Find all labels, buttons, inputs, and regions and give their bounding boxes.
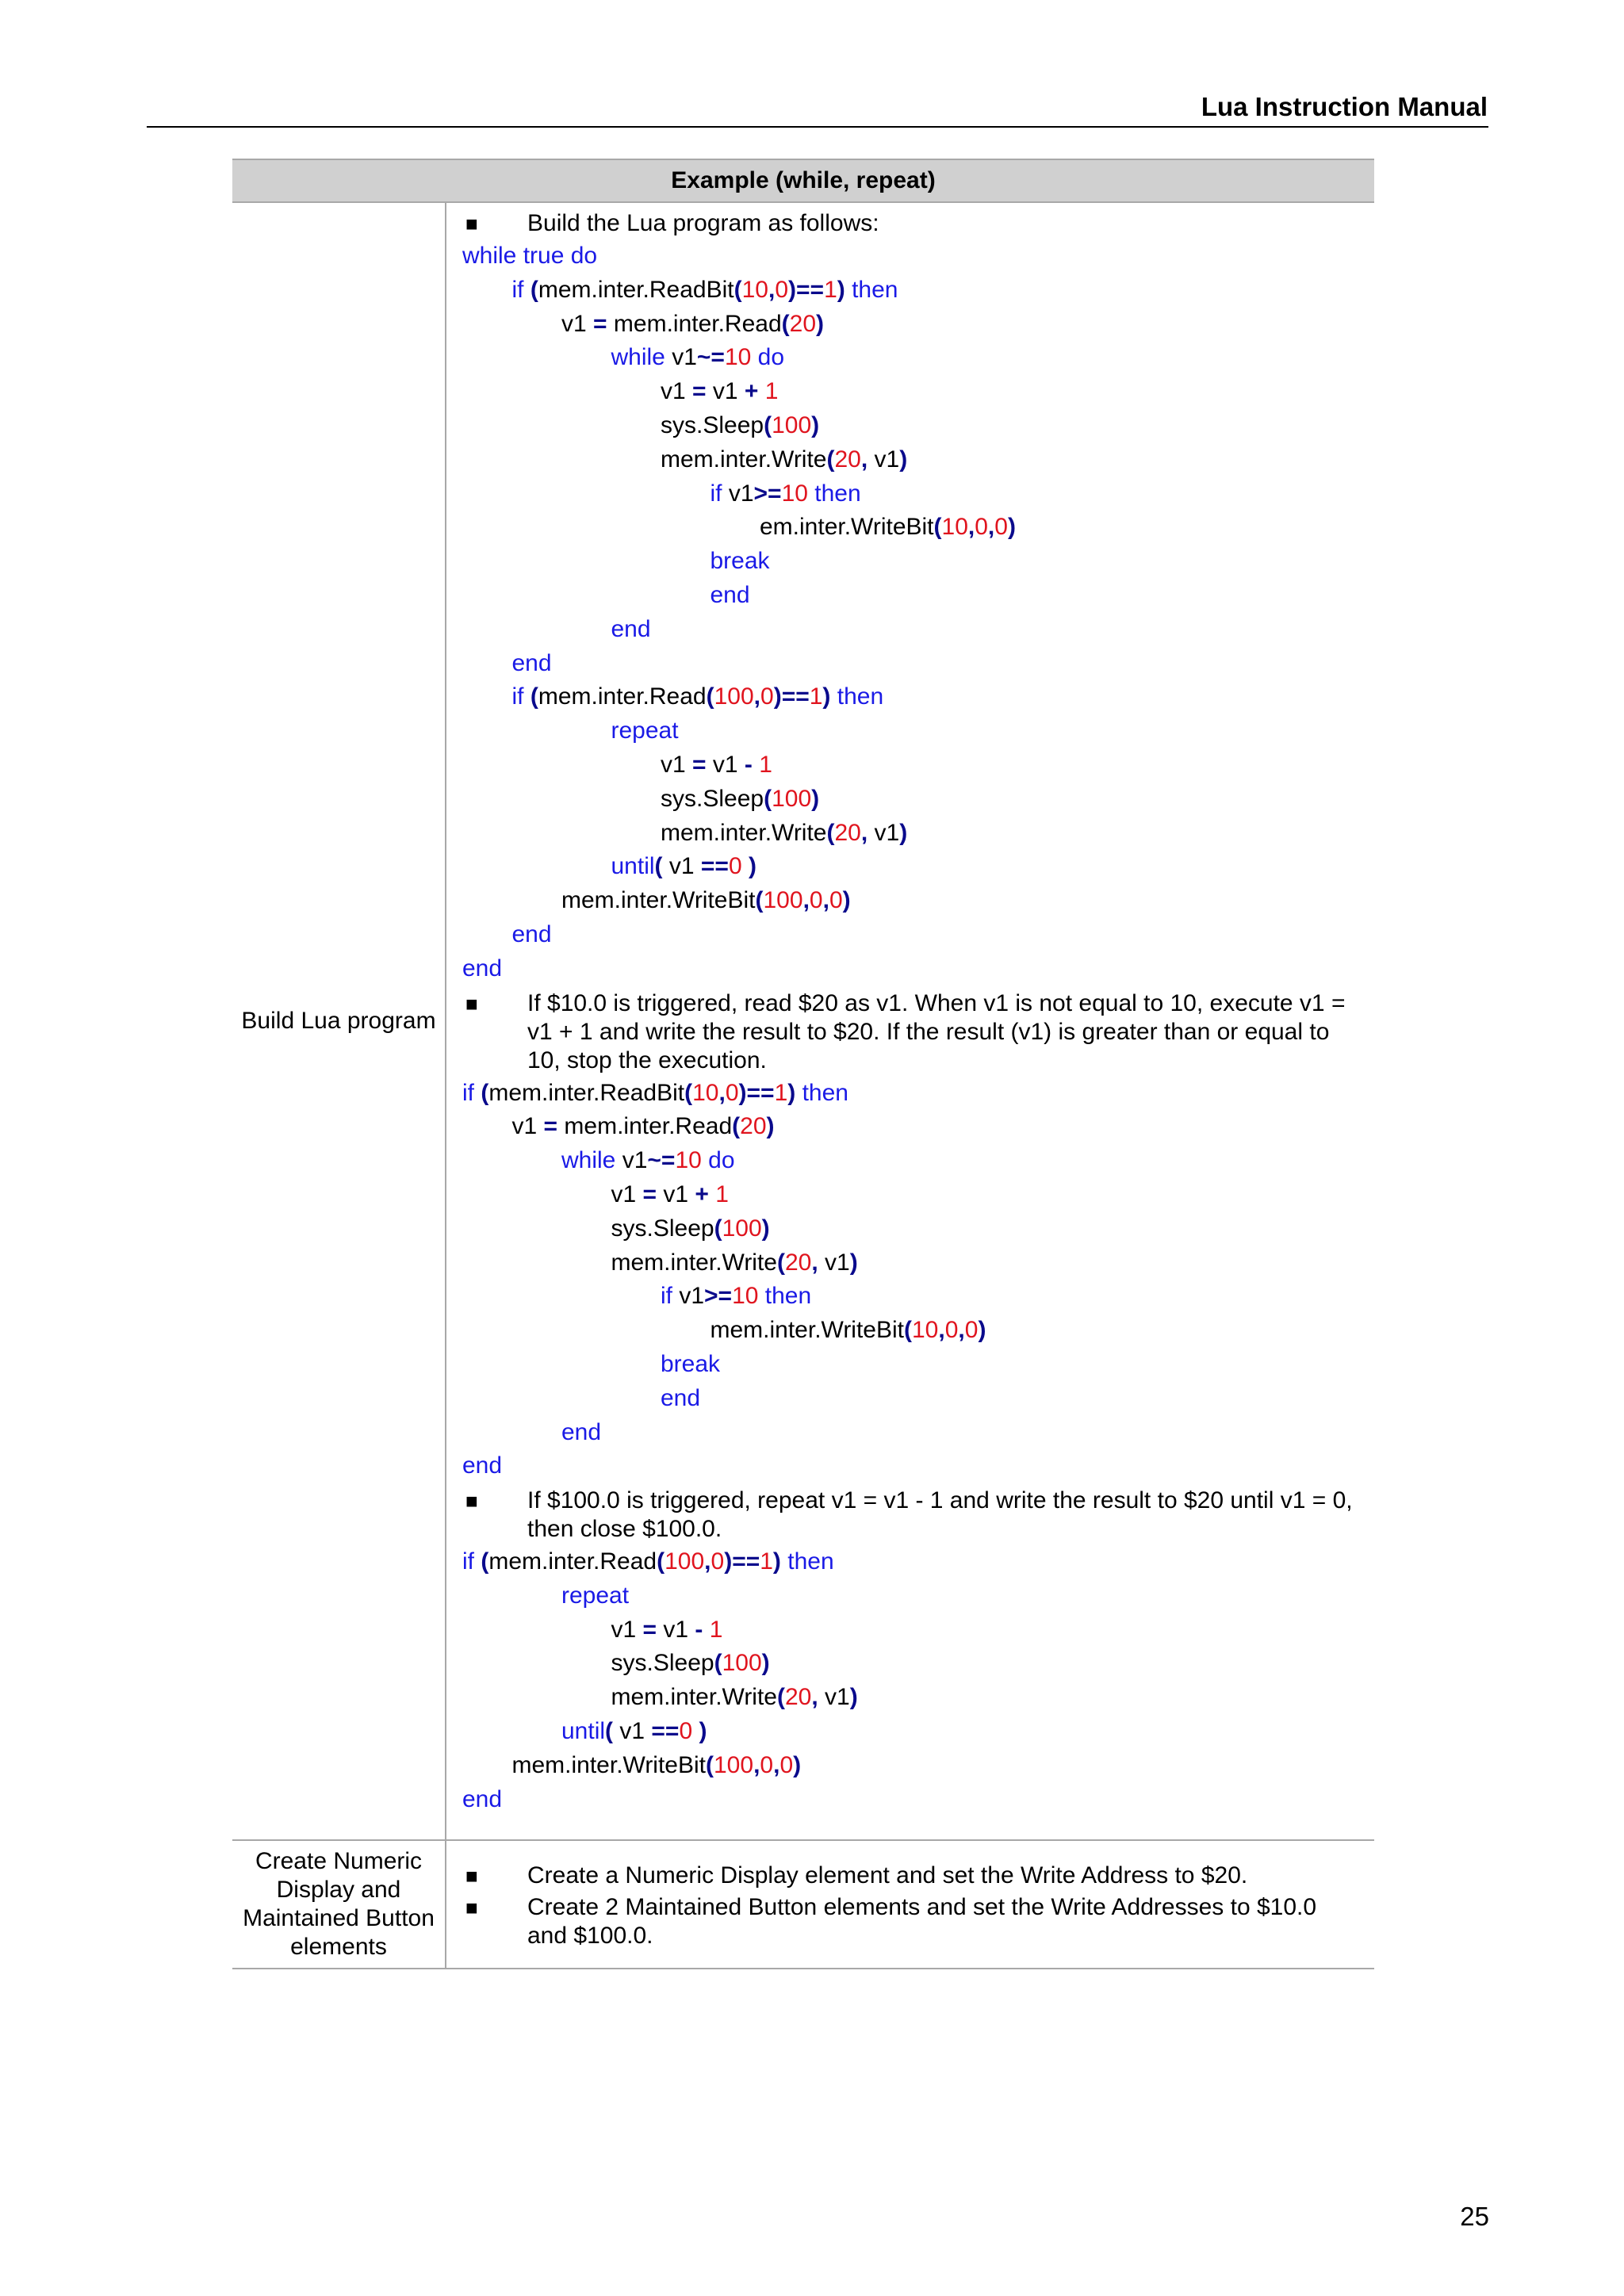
code-token: , xyxy=(802,887,810,914)
code-token: ) xyxy=(787,1079,796,1106)
code-token: v1 xyxy=(868,819,900,846)
code-token: v1 xyxy=(611,1616,643,1643)
code-token: )== xyxy=(724,1548,760,1575)
code-token: 100 xyxy=(722,1215,762,1242)
code-token: 0 xyxy=(710,1548,725,1575)
code-token: v1 xyxy=(728,480,754,507)
code-token: , xyxy=(860,446,868,473)
code-token: mem.inter.Write xyxy=(661,819,827,846)
code-line xyxy=(462,1545,1374,1579)
code-token: ~= xyxy=(647,1147,676,1174)
code-token: then xyxy=(830,683,884,710)
bullet-text: Create 2 Maintained Button elements and set the Write Addresses to $10.0 and $100.0. xyxy=(527,1894,1317,1949)
code-token: = xyxy=(543,1113,558,1140)
code-token: ) xyxy=(761,1215,770,1242)
code-token: end xyxy=(611,615,651,642)
code-token: mem.inter.Read xyxy=(488,1548,657,1575)
code-line xyxy=(462,341,1374,375)
bullet-text: Build the Lua program as follows: xyxy=(527,210,879,236)
code-token: until xyxy=(611,853,655,880)
code-token: 1 xyxy=(758,378,779,405)
code-token: then xyxy=(795,1079,848,1106)
code-line xyxy=(462,511,1374,545)
code-token: = xyxy=(692,378,707,405)
code-token: v1 xyxy=(613,1718,652,1745)
code-token: ) xyxy=(899,819,908,846)
code-token: ~= xyxy=(696,344,725,371)
code-token: ( xyxy=(904,1317,912,1344)
code-token: 20 xyxy=(785,1249,812,1276)
code-token: 0 xyxy=(994,514,1008,541)
code-line xyxy=(462,647,1374,681)
code-token: ( xyxy=(684,1079,693,1106)
bullet-text: If $100.0 is triggered, repeat v1 = v1 - 1 and write the result to $20 until v1 = 0, then close $100.0. xyxy=(527,1487,1353,1543)
code-token: 100 xyxy=(714,683,754,710)
code-token: 0 xyxy=(809,887,823,914)
code-token: end xyxy=(462,1785,503,1812)
code-token: , xyxy=(718,1079,726,1106)
code-token: v1 xyxy=(661,378,693,405)
code-token: break xyxy=(661,1350,721,1377)
bullet-text: Create a Numeric Display element and set the Write Address to $20. xyxy=(527,1862,1248,1888)
code-token: ( xyxy=(777,1684,785,1711)
code-line xyxy=(462,952,1374,986)
code-token: ) xyxy=(692,1718,707,1745)
code-line xyxy=(462,477,1374,511)
row-content xyxy=(446,1841,1374,1968)
code-token: sys.Sleep xyxy=(661,785,764,812)
code-token: ) xyxy=(837,276,845,303)
code-token: ( xyxy=(764,411,772,438)
code-token: , xyxy=(753,1751,760,1778)
code-token: ( xyxy=(706,683,714,710)
code-line xyxy=(462,1110,1374,1144)
code-line xyxy=(462,918,1374,952)
code-token: 0 xyxy=(779,1751,794,1778)
code-token: while xyxy=(611,344,672,371)
code-token: 0 xyxy=(760,683,774,710)
code-token: v1 xyxy=(657,1181,695,1207)
code-token: end xyxy=(462,1452,503,1479)
code-token: if xyxy=(462,1079,481,1106)
bullet-item xyxy=(462,209,1374,238)
code-token: 1 xyxy=(752,751,772,778)
code-token: ( xyxy=(764,785,772,812)
code-token: ( xyxy=(481,1079,489,1106)
code-line xyxy=(462,308,1374,342)
page-number: 25 xyxy=(1460,2202,1489,2231)
code-token: ( xyxy=(605,1718,614,1745)
code-token: mem.inter.WriteBit xyxy=(511,1751,706,1778)
code-line xyxy=(462,1681,1374,1715)
code-token: 1 xyxy=(760,1548,773,1575)
code-token: , xyxy=(811,1249,818,1276)
code-token: mem.inter.Read xyxy=(607,310,782,337)
code-token: do xyxy=(701,1147,735,1174)
code-token: end xyxy=(462,955,503,982)
code-token: then xyxy=(845,276,898,303)
table-row xyxy=(232,203,1374,1841)
code-line xyxy=(462,613,1374,647)
code-token: v1 xyxy=(672,344,697,371)
code-token: )== xyxy=(773,683,810,710)
code-token: v1 xyxy=(611,1181,643,1207)
code-token: 20 xyxy=(785,1684,812,1711)
code-token: 10 xyxy=(675,1147,702,1174)
code-token: if xyxy=(710,480,729,507)
black-square-bullet-icon: ■ xyxy=(465,1489,478,1513)
code-token: ) xyxy=(793,1751,802,1778)
code-line xyxy=(462,1647,1374,1681)
code-token: repeat xyxy=(561,1582,630,1609)
code-line xyxy=(462,1382,1374,1416)
code-token: 1 xyxy=(809,683,823,710)
code-token: ) xyxy=(978,1317,986,1344)
code-token: repeat xyxy=(611,718,679,744)
code-token: ( xyxy=(755,887,764,914)
bullet-item xyxy=(462,1893,1374,1950)
code-line xyxy=(462,714,1374,748)
code-token: ( xyxy=(933,514,942,541)
code-token: mem.inter.Write xyxy=(611,1684,777,1711)
row-content xyxy=(446,203,1374,1839)
header-rule xyxy=(147,126,1488,128)
code-token: 10 xyxy=(732,1283,759,1310)
code-line xyxy=(462,748,1374,783)
code-token: while xyxy=(561,1147,622,1174)
code-line xyxy=(462,579,1374,613)
code-token: 0 xyxy=(944,1317,959,1344)
code-token: 10 xyxy=(692,1079,719,1106)
code-token: ) xyxy=(849,1249,858,1276)
code-token: 0 xyxy=(829,887,843,914)
code-token: mem.inter.Write xyxy=(661,446,827,473)
code-token: 100 xyxy=(763,887,803,914)
code-token: mem.inter.ReadBit xyxy=(488,1079,685,1106)
code-token: if xyxy=(661,1283,680,1310)
code-token: ( xyxy=(826,819,835,846)
code-token: mem.inter.WriteBit xyxy=(710,1317,904,1344)
bullet-text: If $10.0 is triggered, read $20 as v1. When v1 is not equal to 10, execute v1 = v1 + 1 and write the result to $20. If the result (v1) is greater than or equal to 10, stop the execution. xyxy=(527,989,1346,1073)
code-token: mem.inter.Read xyxy=(557,1113,733,1140)
code-token: ( xyxy=(481,1548,489,1575)
code-line xyxy=(462,274,1374,308)
code-token: v1 xyxy=(706,751,745,778)
code-line xyxy=(462,1246,1374,1280)
code-token: ( xyxy=(714,1215,722,1242)
code-line xyxy=(462,1613,1374,1647)
code-token: ( xyxy=(777,1249,785,1276)
code-token: 0 xyxy=(964,1317,979,1344)
code-token: ( xyxy=(733,276,742,303)
code-token: = xyxy=(593,310,607,337)
code-token: 0 xyxy=(728,853,742,880)
code-token: v1 xyxy=(868,446,900,473)
code-line xyxy=(462,1280,1374,1314)
code-token: , xyxy=(822,887,829,914)
code-line xyxy=(462,850,1374,884)
code-line xyxy=(462,1749,1374,1783)
code-token: ( xyxy=(714,1650,722,1677)
code-line xyxy=(462,1348,1374,1382)
code-block xyxy=(462,1077,1374,1484)
code-token: = xyxy=(692,751,707,778)
row-label: Build Lua program xyxy=(232,203,446,1839)
code-token: then xyxy=(807,480,861,507)
code-token: 100 xyxy=(722,1650,762,1677)
code-token: , xyxy=(811,1684,818,1711)
code-token: v1 xyxy=(706,378,745,405)
code-token: if xyxy=(462,1548,481,1575)
code-token: ) xyxy=(842,887,851,914)
code-line xyxy=(462,783,1374,817)
code-token: em.inter.WriteBit xyxy=(760,514,934,541)
code-token: 100 xyxy=(772,411,812,438)
code-token: )== xyxy=(738,1079,775,1106)
code-token: 100 xyxy=(665,1548,705,1575)
code-token: v1 xyxy=(818,1249,850,1276)
code-token: ( xyxy=(826,446,835,473)
code-token: sys.Sleep xyxy=(661,411,764,438)
code-token: ( xyxy=(657,1548,665,1575)
code-token: ) xyxy=(766,1113,775,1140)
code-token: v1 xyxy=(657,1616,695,1643)
code-token: end xyxy=(710,581,750,608)
code-line xyxy=(462,545,1374,579)
black-square-bullet-icon: ■ xyxy=(465,1864,478,1888)
code-token: ) xyxy=(741,853,756,880)
code-token: ) xyxy=(816,310,825,337)
code-token: - xyxy=(695,1616,703,1643)
code-token: then xyxy=(758,1283,812,1310)
code-line xyxy=(462,443,1374,477)
code-line xyxy=(462,1449,1374,1483)
code-token: , xyxy=(987,514,995,541)
code-token: 20 xyxy=(740,1113,767,1140)
code-token: mem.inter.Write xyxy=(611,1249,777,1276)
code-token: ) xyxy=(899,446,908,473)
code-line xyxy=(462,680,1374,714)
code-token: 1 xyxy=(708,1181,729,1207)
code-token: 0 xyxy=(775,276,789,303)
code-token: ( xyxy=(706,1751,714,1778)
code-token: , xyxy=(967,514,975,541)
code-token: == xyxy=(700,853,729,880)
code-token: do xyxy=(751,344,785,371)
black-square-bullet-icon: ■ xyxy=(465,212,478,235)
code-token: v1 xyxy=(679,1283,705,1310)
code-line xyxy=(462,1783,1374,1817)
code-token: break xyxy=(710,548,770,575)
code-token: , xyxy=(768,276,776,303)
code-token: 1 xyxy=(774,1079,788,1106)
code-token: + xyxy=(695,1181,709,1207)
code-token: ) xyxy=(811,785,820,812)
code-token: 20 xyxy=(834,446,861,473)
code-line xyxy=(462,1077,1374,1111)
table-row xyxy=(232,1841,1374,1969)
code-token: ( xyxy=(732,1113,741,1140)
code-line xyxy=(462,375,1374,409)
code-line xyxy=(462,1314,1374,1348)
code-token: , xyxy=(773,1751,780,1778)
code-token: v1 xyxy=(818,1684,850,1711)
code-token: )== xyxy=(788,276,825,303)
code-token: end xyxy=(661,1384,701,1411)
code-token: 10 xyxy=(941,514,968,541)
code-token: - xyxy=(744,751,753,778)
bullet-item xyxy=(462,1862,1374,1890)
code-token: >= xyxy=(704,1283,733,1310)
black-square-bullet-icon: ■ xyxy=(465,1896,478,1919)
code-token: 100 xyxy=(714,1751,754,1778)
code-token: until xyxy=(561,1718,606,1745)
code-token: v1 xyxy=(661,751,693,778)
code-block xyxy=(462,239,1374,986)
code-token: 0 xyxy=(725,1079,739,1106)
code-line xyxy=(462,884,1374,918)
code-token: end xyxy=(561,1418,602,1445)
code-token: ( xyxy=(654,853,663,880)
code-line xyxy=(462,409,1374,443)
code-token: >= xyxy=(753,480,782,507)
code-token: 20 xyxy=(789,310,817,337)
code-line xyxy=(462,239,1374,274)
code-token: end xyxy=(511,920,552,947)
code-token: while true do xyxy=(462,243,598,269)
code-token: if xyxy=(511,683,530,710)
code-token: , xyxy=(860,819,868,846)
code-token: end xyxy=(511,649,552,676)
code-line xyxy=(462,1416,1374,1450)
bullet-item xyxy=(462,1487,1374,1544)
code-token: 10 xyxy=(724,344,752,371)
code-token: = xyxy=(642,1181,657,1207)
code-line xyxy=(462,817,1374,851)
code-token: sys.Sleep xyxy=(611,1650,714,1677)
code-token: ) xyxy=(1007,514,1016,541)
code-token: mem.inter.WriteBit xyxy=(561,887,756,914)
bullet-item xyxy=(462,989,1374,1075)
code-token: , xyxy=(753,683,761,710)
code-token: , xyxy=(958,1317,965,1344)
code-token: 1 xyxy=(703,1616,723,1643)
code-line xyxy=(462,1144,1374,1178)
code-token: 10 xyxy=(781,480,808,507)
code-token: 1 xyxy=(824,276,837,303)
code-token: ) xyxy=(811,411,820,438)
black-square-bullet-icon: ■ xyxy=(465,991,478,1016)
code-token: if xyxy=(511,276,530,303)
row-label: Create Numeric Display and Maintained Button elements xyxy=(232,1841,446,1968)
table-heading: Example (while, repeat) xyxy=(232,159,1374,203)
code-token: ) xyxy=(849,1684,858,1711)
code-token: , xyxy=(938,1317,945,1344)
code-line xyxy=(462,1212,1374,1246)
code-token: 0 xyxy=(679,1718,693,1745)
code-token: == xyxy=(651,1718,680,1745)
code-token: v1 xyxy=(561,310,594,337)
manual-title: Lua Instruction Manual xyxy=(1201,92,1488,121)
code-token: 20 xyxy=(834,819,861,846)
code-token: 10 xyxy=(912,1317,939,1344)
code-token: ) xyxy=(822,683,831,710)
code-line xyxy=(462,1715,1374,1749)
code-token: then xyxy=(780,1548,834,1575)
code-token: , xyxy=(704,1548,711,1575)
code-block xyxy=(462,1545,1374,1816)
example-table xyxy=(232,159,1374,1969)
code-token: v1 xyxy=(622,1147,648,1174)
code-token: ) xyxy=(772,1548,781,1575)
code-token: ( xyxy=(781,310,790,337)
code-token: = xyxy=(642,1616,657,1643)
code-token: mem.inter.Read xyxy=(538,683,707,710)
code-token: 100 xyxy=(772,785,812,812)
code-token: ) xyxy=(761,1650,770,1677)
code-token: v1 xyxy=(662,853,701,880)
code-token: 0 xyxy=(760,1751,774,1778)
code-token: sys.Sleep xyxy=(611,1215,714,1242)
code-token: 0 xyxy=(975,514,988,541)
code-token: 10 xyxy=(741,276,768,303)
code-token: ( xyxy=(530,276,538,303)
code-line xyxy=(462,1178,1374,1212)
code-token: mem.inter.ReadBit xyxy=(538,276,734,303)
code-token: v1 xyxy=(511,1113,544,1140)
code-token: + xyxy=(744,378,759,405)
code-token: ( xyxy=(530,683,538,710)
code-line xyxy=(462,1579,1374,1613)
